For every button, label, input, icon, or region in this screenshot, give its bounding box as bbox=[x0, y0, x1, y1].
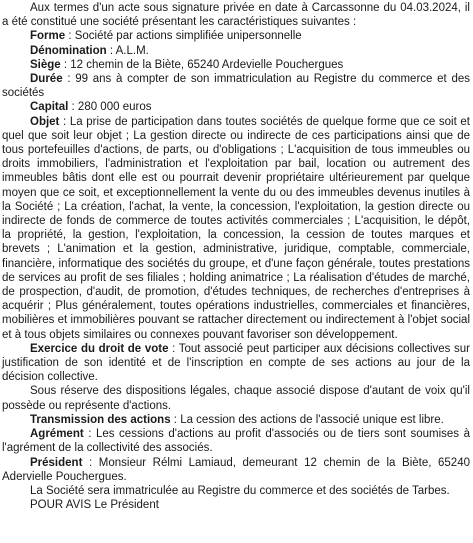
duree-value: : 99 ans à compter de son immatriculation au Registre du commerce et des sociétés bbox=[2, 73, 470, 100]
president-value: : Monsieur Rélmi Lamiaud, demeurant 12 chemin de la Biète, 65240 Adervielle Pouchergues. bbox=[2, 456, 470, 483]
transmission-field bbox=[2, 413, 470, 427]
duree-field bbox=[2, 72, 470, 100]
forme-field bbox=[2, 29, 470, 43]
forme-value: : Société par actions simplifiée unipersonnelle bbox=[65, 30, 302, 43]
objet-value: : La prise de participation dans toutes sociétés de quelque forme que ce soit et quel que soit leur objet ; La gestion directe ou indirecte de ces participations ainsi que de tous portefeuilles d'actions, de parts, ou d'obligations ; L'acquisition de tous immeubles ou droits immobiliers, l'administration et l'exploitation par bail, location ou autrement des immeubles bâtis dont elle est ou pourrait devenir propriétaire ultérieurement par quelque moyen que ce soit, et exceptionnellement la vente du ou des immeubles devenus inutiles à la Société ; La création, l'achat, la vente, la concession, l'exploitation, la gestion directe ou indirecte de fonds de commerce de toutes activités commerciales ; L'acquisition, le dépôt, la propriété, la gestion, l'exploitation, la concession, la cession de toutes marques et brevets ; L'animation et la gestion, administrative, juridique, comptable, commerciale, financière, informatique des sociétés du groupe, et d'une façon générale, toutes prestations de services au profit de ses filiales ; holding animatrice ; La réalisation d'études de marché, de prospection, d'audit, de promotion, d'études techniques, de recherches d'entreprises à acquérir ; Plus généralement, toutes opérations industrielles, commerciales et financières, mobilières et immobilières pouvant se rattacher directement ou indirectement à l'objet social et à tous objets similaires ou connexes pouvant favoriser son développement. bbox=[2, 115, 470, 341]
intro-paragraph: Aux termes d'un acte sous signature privée en date à Carcassonne du 04.03.2024, il a été constitué une société présentant les caractéristiques suivantes : bbox=[2, 2, 470, 29]
capital-value: : 280 000 euros bbox=[68, 101, 152, 114]
transmission-value: : La cession des actions de l'associé unique est libre. bbox=[170, 413, 444, 426]
reserve-paragraph: Sous réserve des dispositions légales, chaque associé dispose d'autant de voix qu'il possède ou représente d'actions. bbox=[2, 385, 470, 412]
denomination-label: Dénomination bbox=[30, 44, 107, 57]
signature-line: POUR AVIS Le Président bbox=[30, 499, 159, 512]
siege-value: : 12 chemin de la Biète, 65240 Ardevielle Pouchergues bbox=[60, 58, 344, 71]
capital-field bbox=[2, 100, 470, 114]
exercice-field bbox=[2, 342, 470, 385]
agrement-label: Agrément bbox=[30, 428, 84, 441]
agrement-value: : Les cessions d'actions au profit d'associés ou de tiers sont soumises à l'agrément de la collectivité des associés. bbox=[2, 428, 470, 455]
capital-label: Capital bbox=[30, 101, 69, 114]
immatriculation-paragraph: La Société sera immatriculée au Registre du commerce et des sociétés de Tarbes. bbox=[30, 484, 450, 497]
exercice-label: Exercice du droit de vote bbox=[30, 342, 169, 355]
denomination-field bbox=[2, 44, 470, 58]
siege-label: Siège bbox=[30, 58, 61, 71]
objet-field bbox=[2, 115, 470, 342]
agrement-field bbox=[2, 427, 470, 455]
forme-label: Forme bbox=[30, 30, 66, 43]
president-label: Président bbox=[30, 456, 83, 469]
siege-field bbox=[2, 58, 470, 72]
denomination-value: : A.L.M. bbox=[106, 44, 149, 57]
president-field bbox=[2, 456, 470, 484]
objet-label: Objet bbox=[30, 115, 60, 128]
duree-label: Durée bbox=[30, 73, 63, 86]
transmission-label: Transmission des actions bbox=[30, 413, 171, 426]
exercice-value: : Tout associé peut participer aux décisions collectives sur justification de son identité et de l'inscription en compte de ses actions au jour de la décision collective. bbox=[2, 342, 470, 384]
